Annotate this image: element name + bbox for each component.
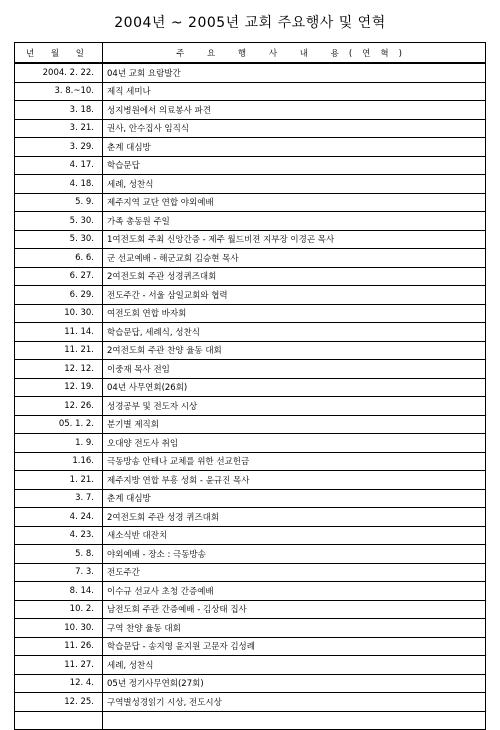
row-event: 04년 사무연회(26회): [103, 378, 486, 397]
row-date: 6. 6.: [15, 249, 103, 268]
row-date: 12. 19.: [15, 378, 103, 397]
row-event: 성경공부 및 전도자 시상: [103, 397, 486, 416]
table-row: [15, 526, 486, 545]
header-event: 주 요 행 사 내 용(연혁): [103, 43, 486, 64]
row-event: 가족 총동원 주일: [103, 212, 486, 231]
row-date: 5. 9.: [15, 193, 103, 212]
table-row: [15, 175, 486, 194]
table-row: [15, 378, 486, 397]
row-date: 12. 26.: [15, 397, 103, 416]
table-row: [15, 119, 486, 138]
row-date: 10. 2.: [15, 600, 103, 619]
table-row: [15, 341, 486, 360]
table-row: [15, 434, 486, 453]
row-date: 4. 17.: [15, 156, 103, 175]
row-date: 6. 27.: [15, 267, 103, 286]
row-event: 구역 찬양 율동 대회: [103, 619, 486, 638]
table-row: [15, 249, 486, 268]
header-date: 년 월 일: [15, 43, 103, 64]
row-event: 춘계 대심방: [103, 138, 486, 157]
row-date: 3. 21.: [15, 119, 103, 138]
table-row: [15, 471, 486, 490]
row-date: 10. 30.: [15, 619, 103, 638]
row-event: 2여전도회 주관 찬양 율동 대회: [103, 341, 486, 360]
row-date: 11. 26.: [15, 637, 103, 656]
events-table: [14, 42, 486, 730]
row-event: 여전도회 연합 바자회: [103, 304, 486, 323]
row-event: 이중재 목사 전임: [103, 360, 486, 379]
table-row: [15, 693, 486, 712]
row-event: 분기별 제직회: [103, 415, 486, 434]
row-event: 이수규 선교사 초청 간증예배: [103, 582, 486, 601]
row-event: 세례, 성찬식: [103, 175, 486, 194]
row-event: 오대양 전도사 취임: [103, 434, 486, 453]
table-row: [15, 711, 486, 730]
table-row: [15, 156, 486, 175]
row-date: 1.16.: [15, 452, 103, 471]
table-row: [15, 193, 486, 212]
row-date: 5. 30.: [15, 212, 103, 231]
row-date: 12. 4.: [15, 674, 103, 693]
table-row: [15, 452, 486, 471]
table-row: [15, 415, 486, 434]
row-date: 4. 24.: [15, 508, 103, 527]
table-row: [15, 397, 486, 416]
table-row: [15, 619, 486, 638]
row-date: 1. 21.: [15, 471, 103, 490]
row-date: 3. 29.: [15, 138, 103, 157]
row-event: 제주지방 연합 부흥 성회 - 윤규진 목사: [103, 471, 486, 490]
row-date: 5. 8.: [15, 545, 103, 564]
row-date: 12. 12.: [15, 360, 103, 379]
row-event: 구역별성경읽기 시상, 전도시상: [103, 693, 486, 712]
row-event: 05년 정기사무연회(27회): [103, 674, 486, 693]
table-row: [15, 286, 486, 305]
table-row: [15, 563, 486, 582]
table-row: [15, 63, 486, 82]
table-row: [15, 674, 486, 693]
row-event: 전도주간 - 서울 삼일교회와 협력: [103, 286, 486, 305]
table-row: [15, 323, 486, 342]
row-date: 11. 27.: [15, 656, 103, 675]
row-event: 1여전도회 주최 신앙간증 - 제주 월드비젼 지부장 이경곤 목사: [103, 230, 486, 249]
table-row: [15, 304, 486, 323]
row-date: 3. 7.: [15, 489, 103, 508]
table-row: [15, 212, 486, 231]
table-row: [15, 545, 486, 564]
table-row: [15, 230, 486, 249]
row-event: 군 선교예배 - 해군교회 김승현 목사: [103, 249, 486, 268]
table-row: [15, 267, 486, 286]
row-event: 성지병원에서 의료봉사 파견: [103, 101, 486, 120]
header-row: [15, 43, 486, 64]
row-date: 2004. 2. 22.: [15, 63, 103, 82]
row-event: 세례, 성찬식: [103, 656, 486, 675]
table-row: [15, 637, 486, 656]
row-date: 4. 18.: [15, 175, 103, 194]
table-row: [15, 582, 486, 601]
row-event: 2여전도회 주관 성경 퀴즈대회: [103, 508, 486, 527]
row-event: 극동방송 안테나 교체를 위한 선교헌금: [103, 452, 486, 471]
row-date: 12. 25.: [15, 693, 103, 712]
table-header: [15, 43, 486, 64]
row-event: 전도주간: [103, 563, 486, 582]
row-date: 1. 9.: [15, 434, 103, 453]
row-event: 04년 교회 요람발간: [103, 63, 486, 82]
row-event: 학습문답, 세례식, 성찬식: [103, 323, 486, 342]
table-row: [15, 600, 486, 619]
row-date: 8. 14.: [15, 582, 103, 601]
row-date: 6. 29.: [15, 286, 103, 305]
row-event: 학습문답 - 송지영 윤지원 고문자 김성례: [103, 637, 486, 656]
row-date: 05. 1. 2.: [15, 415, 103, 434]
row-event: [103, 711, 486, 730]
table-row: [15, 489, 486, 508]
row-date: 4. 23.: [15, 526, 103, 545]
row-event: 학습문답: [103, 156, 486, 175]
table-body: [15, 63, 486, 730]
table-row: [15, 82, 486, 101]
table-row: [15, 101, 486, 120]
page-title: 2004년 ~ 2005년 교회 주요행사 및 연혁: [114, 15, 386, 31]
row-event: 제주지역 교단 연합 야외예배: [103, 193, 486, 212]
row-event: 춘계 대심방: [103, 489, 486, 508]
row-event: 권사, 안수집사 임직식: [103, 119, 486, 138]
row-event: 남전도회 주관 간증예배 - 김상태 집사: [103, 600, 486, 619]
row-event: 2여전도회 주관 성경퀴즈대회: [103, 267, 486, 286]
table-row: [15, 656, 486, 675]
row-date: 3. 18.: [15, 101, 103, 120]
row-event: 제직 세미나: [103, 82, 486, 101]
row-date: 3. 8.~10.: [15, 82, 103, 101]
row-event: 새소식반 대잔치: [103, 526, 486, 545]
row-date: 5. 30.: [15, 230, 103, 249]
row-date: 7. 3.: [15, 563, 103, 582]
row-date: 10. 30.: [15, 304, 103, 323]
row-date: [15, 711, 103, 730]
table-row: [15, 138, 486, 157]
table-row: [15, 360, 486, 379]
row-event: 야외예배 - 장소 : 극동방송: [103, 545, 486, 564]
row-date: 11. 14.: [15, 323, 103, 342]
table-row: [15, 508, 486, 527]
row-date: 11. 21.: [15, 341, 103, 360]
